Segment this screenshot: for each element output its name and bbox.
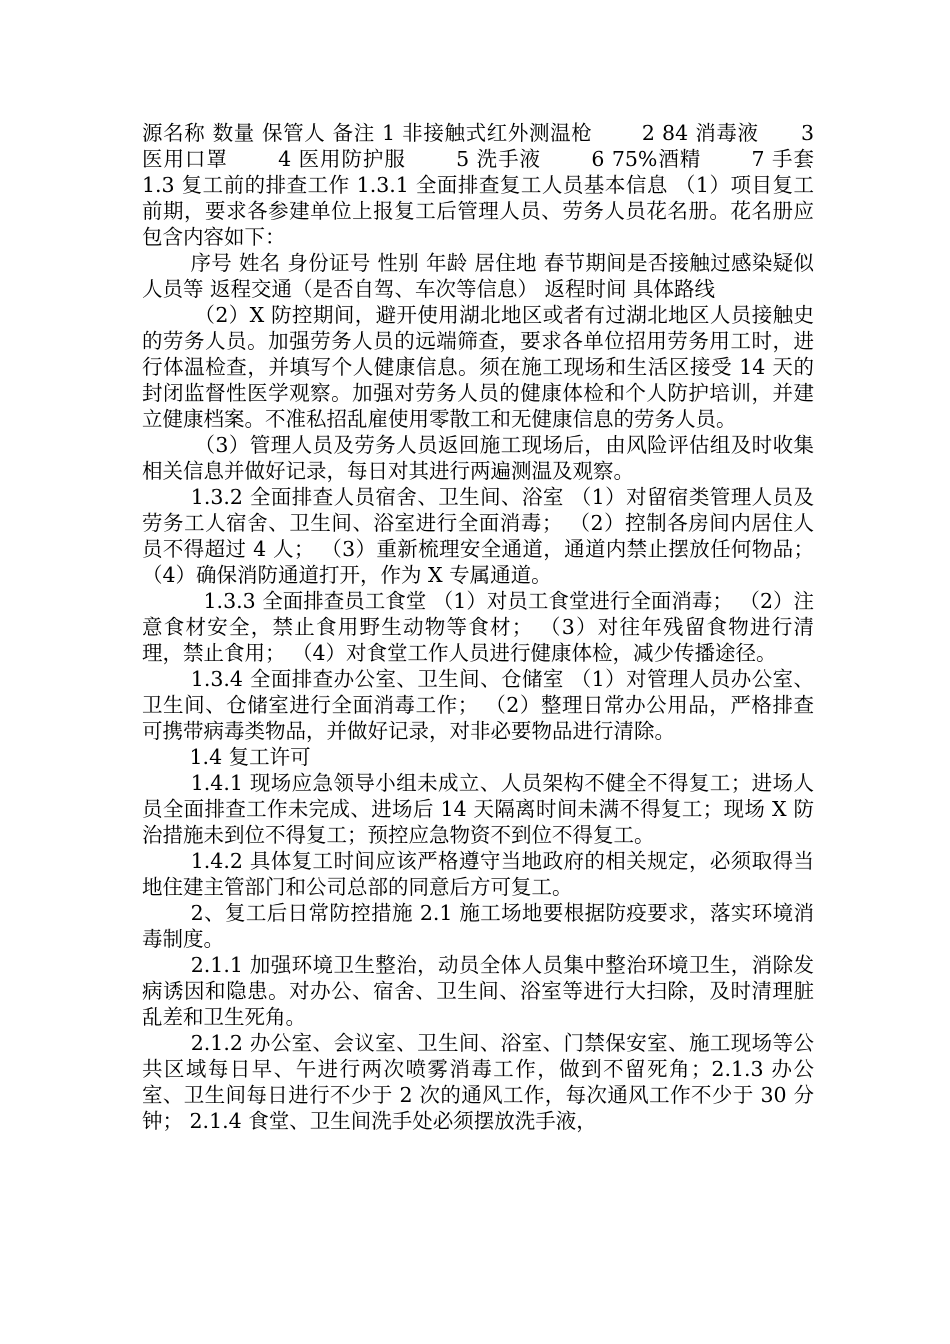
paragraph-labor-screening: （2）X 防控期间，避开使用湖北地区或者有过湖北地区人员接触史的劳务人员。加强劳务人员的远端筛查，要求各单位招用劳务用工时，进行体温检查，并填写个人健康信息。须在施工现场和生活区接受 14 天的封闭监督性医学观察。加强对劳务人员的健康体检和个人防护培训，并建立健康档案。不准私招乱雇使用零散工和无健康信息的劳务人员。	[142, 303, 814, 431]
paragraph-materials-list: 源名称 数量 保管人 备注 1 非接触式红外测温枪 2 84 消毒液 3 医用口罩 4 医用防护服 5 洗手液 6 75%酒精 7 手套 1.3 复工前的排查工作 1.3.1 全面排查复工人员基本信息 （1）项目复工前期，要求各参建单位上报复工后管理人员、劳务人员花名册。花名册应包含内容如下：	[142, 121, 883, 249]
paragraph-daily-measures: 2、复工后日常防控措施 2.1 施工场地要根据防疫要求，落实环境消毒制度。	[142, 901, 814, 951]
paragraph-disinfection-ventilation: 2.1.2 办公室、会议室、卫生间、浴室、门禁保安室、施工现场等公共区域每日早、午进行两次喷雾消毒工作，做到不留死角；2.1.3 办公室、卫生间每日进行不少于 2 次的通风工作，每次通风工作不少于 30 分钟； 2.1.4 食堂、卫生间洗手处必须摆放洗手液，	[142, 1031, 814, 1133]
paragraph-permit-conditions: 1.4.1 现场应急领导小组未成立、人员架构不健全不得复工；进场人员全面排查工作未完成、进场后 14 天隔离时间未满不得复工；现场 X 防治措施未到位不得复工；预控应急物资不到位不得复工。	[142, 771, 814, 847]
paragraph-dormitory-check: 1.3.2 全面排查人员宿舍、卫生间、浴室 （1）对留宿类管理人员及劳务工人宿舍、卫生间、浴室进行全面消毒； （2）控制各房间内居住人员不得超过 4 人； （3）重新梳理安全通道，通道内禁止摆放任何物品； （4）确保消防通道打开，作为 X 专属通道。	[142, 485, 821, 587]
paragraph-canteen-check: 1.3.3 全面排查员工食堂 （1）对员工食堂进行全面消毒； （2）注意食材安全，禁止食用野生动物等食材； （3）对往年残留食物进行清理，禁止食用； （4）对食堂工作人员进行健康体检，减少传播途径。	[142, 589, 814, 665]
paragraph-temperature-check: （3）管理人员及劳务人员返回施工现场后，由风险评估组及时收集相关信息并做好记录，每日对其进行两遍测温及观察。	[142, 433, 814, 483]
paragraph-roster-fields: 序号 姓名 身份证号 性别 年龄 居住地 春节期间是否接触过感染疑似人员等 返程交通（是否自驾、车次等信息） 返程时间 具体路线	[142, 251, 814, 301]
paragraph-resumption-time: 1.4.2 具体复工时间应该严格遵守当地政府的相关规定，必须取得当地住建主管部门和公司总部的同意后方可复工。	[142, 849, 814, 899]
section-heading-resumption-permit: 1.4 复工许可	[142, 745, 311, 769]
document-body	[142, 120, 883, 1134]
paragraph-office-check: 1.3.4 全面排查办公室、卫生间、仓储室 （1）对管理人员办公室、卫生间、仓储室进行全面消毒工作； （2）整理日常办公用品，严格排查可携带病毒类物品，并做好记录，对非必要物品进行清除。	[142, 667, 814, 743]
paragraph-sanitation: 2.1.1 加强环境卫生整治，动员全体人员集中整治环境卫生，消除发病诱因和隐患。对办公、宿舍、卫生间、浴室等进行大扫除，及时清理脏乱差和卫生死角。	[142, 953, 814, 1029]
